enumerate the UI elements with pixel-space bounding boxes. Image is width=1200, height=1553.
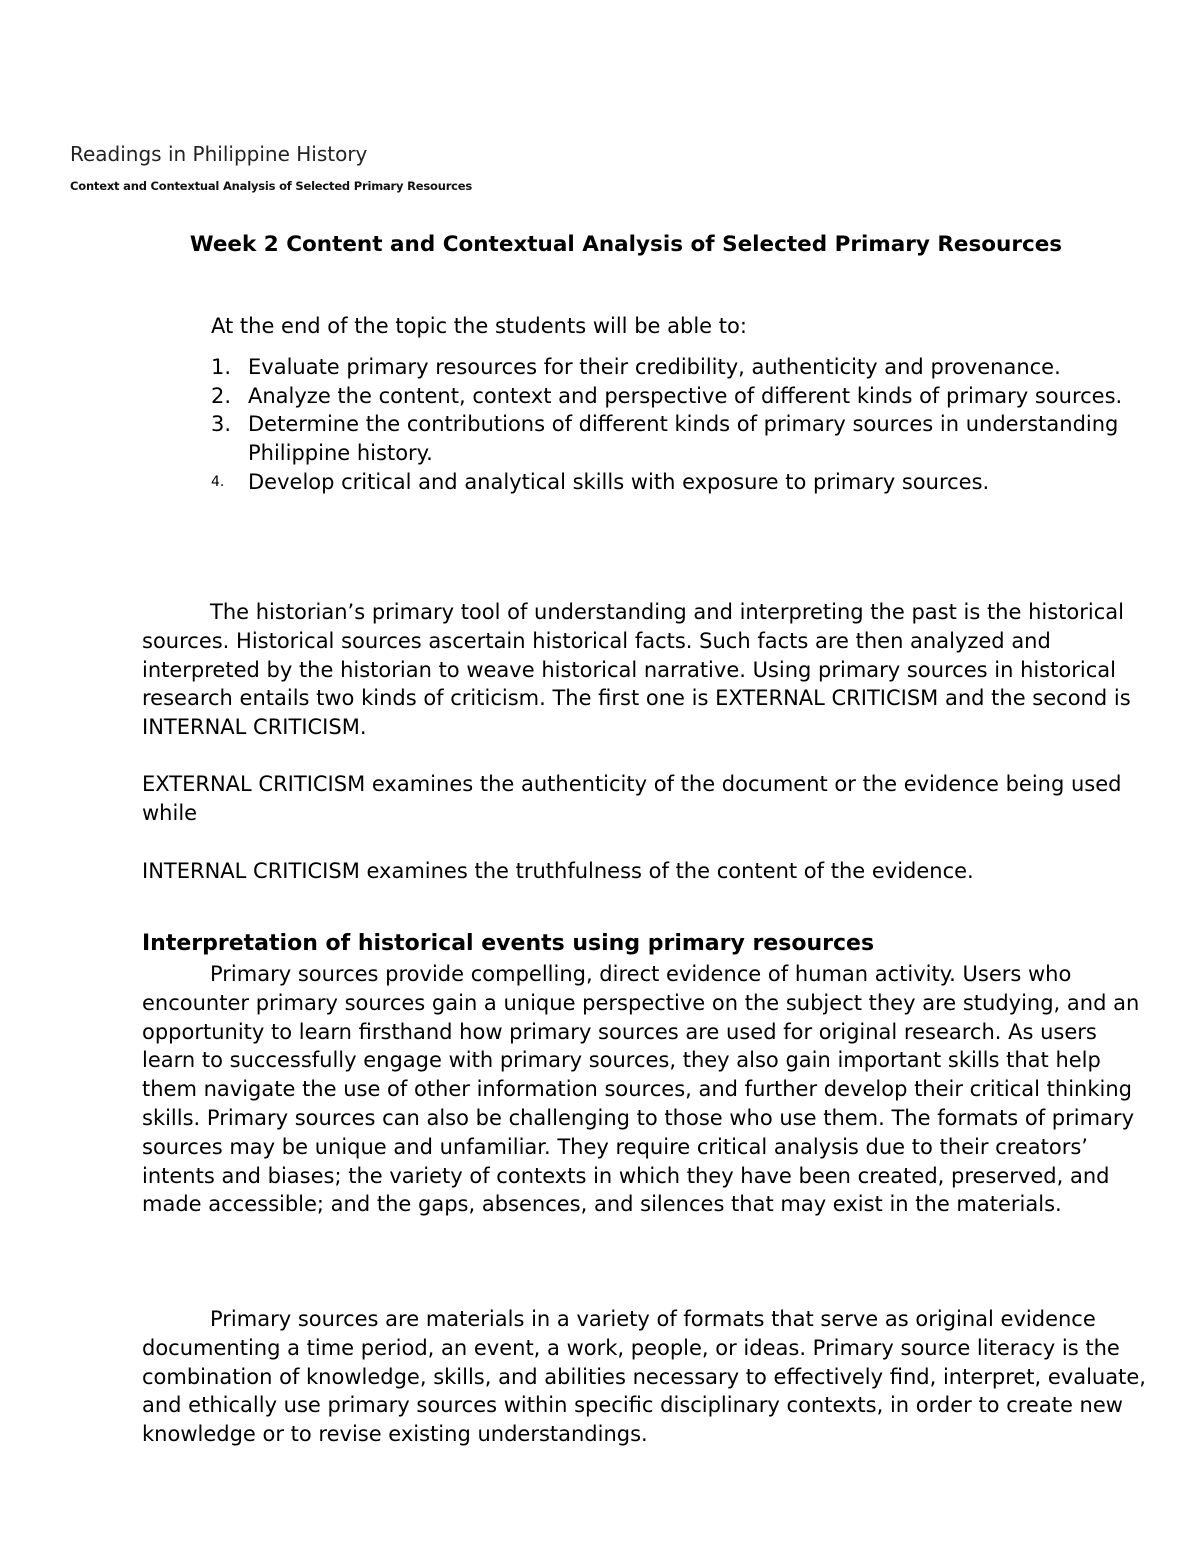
objective-item [211,468,1161,497]
objective-number: 2. [211,383,232,408]
objectives-intro: At the end of the topic the students will be able to: [211,314,747,338]
objective-text: Analyze the content, context and perspective of different kinds of primary sources. [248,383,1123,408]
objective-text: Develop critical and analytical skills with exposure to primary sources. [248,469,990,494]
week-heading: Week 2 Content and Contextual Analysis of Selected Primary Resources [189,232,1063,257]
objectives-list [211,353,1161,497]
objective-number: 3. [211,412,232,437]
learning-objectives [211,312,1161,497]
internal-criticism-paragraph: INTERNAL CRITICISM examines the truthfulness of the content of the evidence. [142,859,974,883]
objective-item [211,410,1161,468]
objective-number: 4. [211,473,225,490]
course-title: Readings in Philippine History [70,142,368,166]
objective-item [211,382,1161,411]
interpretation-paragraph-2: Primary sources are materials in a variety of formats that serve as original evidence documenting a time period, an event, a work, people, or ideas. Primary source literacy is the combination of knowledge, skills, and abilities necessary to effectively find, interpret, evaluate, and ethically use primary sources within specific disciplinary contexts, in order to create new knowledge or to revise existing understandings. [142,1307,1146,1447]
interpretation-paragraph-1: Primary sources provide compelling, direct evidence of human activity. Users who encounter primary sources gain a unique perspective on the subject they are studying, and an opportunity to learn firsthand how primary sources are used for original research. As users learn to successfully engage with primary sources, they also gain important skills that help them navigate the use of other information sources, and further develop their critical thinking skills. Primary sources can also be challenging to those who use them. The formats of primary sources may be unique and unfamiliar. They require critical analysis due to their creators’ intents and biases; the variety of contexts in which they have been created, preserved, and made accessible; and the gaps, absences, and silences that may exist in the materials. [142,962,1140,1217]
objective-number: 1. [211,354,232,379]
course-subtitle: Context and Contextual Analysis of Selected Primary Resources [70,179,473,193]
external-criticism-paragraph: EXTERNAL CRITICISM examines the authenticity of the document or the evidence being used while [142,772,1122,825]
interpretation-heading: Interpretation of historical events using primary resources [142,931,875,956]
objective-item [211,353,1161,382]
objective-text: Evaluate primary resources for their credibility, authenticity and provenance. [248,354,1061,379]
historian-tool-paragraph: The historian’s primary tool of understanding and interpreting the past is the historical sources. Historical sources ascertain historical facts. Such facts are then analyzed and interpreted by the historian to weave historical narrative. Using primary sources in historical research entails two kinds of criticism. The first one is EXTERNAL CRITICISM and the second is INTERNAL CRITICISM. [142,600,1131,740]
objective-text: Determine the contributions of different kinds of primary sources in understanding Philippine history. [248,412,1119,466]
